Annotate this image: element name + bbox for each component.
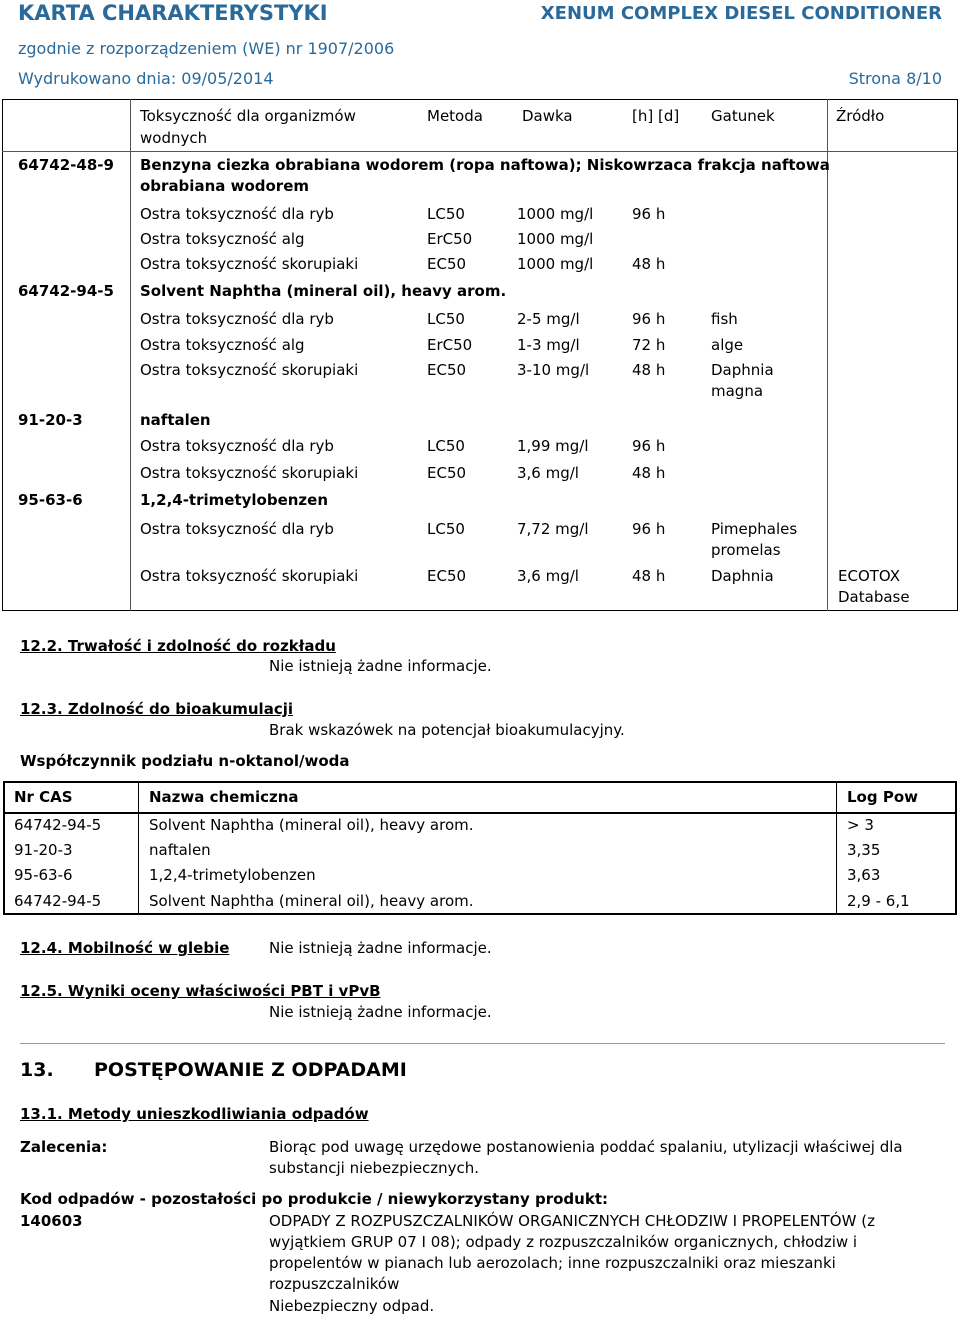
tox-row-method: ErC50 <box>427 230 473 248</box>
section-12-4-text: Nie istnieją żadne informacje. <box>269 939 492 957</box>
tox-row-source: ECOTOX <box>838 567 901 585</box>
tox-row-species: Daphnia <box>711 567 774 585</box>
tox-row-type: Ostra toksyczność dla ryb <box>140 520 334 538</box>
waste-description-line: ODPADY Z ROZPUSZCZALNIKÓW ORGANICZNYCH CHŁODZIW I PROPELENTÓW (z <box>269 1212 875 1230</box>
section-12-2-title: 12.2. Trwałość i zdolność do rozkładu <box>20 637 336 655</box>
waste-code-label: Kod odpadów - pozostałości po produkcie / niewykorzystany produkt: <box>20 1190 608 1208</box>
partition-row-name: 1,2,4-trimetylobenzen <box>149 866 316 884</box>
tox-row-type: Ostra toksyczność dla ryb <box>140 205 334 223</box>
header-dose: Dawka <box>522 107 573 125</box>
tox-row-method: EC50 <box>427 255 467 273</box>
tox-row-species: fish <box>711 310 738 328</box>
tox-row-type: Ostra toksyczność dla ryb <box>140 310 334 328</box>
substance-name: 1,2,4-trimetylobenzen <box>140 491 329 509</box>
tox-row-method: EC50 <box>427 567 467 585</box>
tox-row-dose: 3-10 mg/l <box>517 361 590 379</box>
tox-row-time: 48 h <box>632 464 666 482</box>
tox-row-dose: 2-5 mg/l <box>517 310 580 328</box>
tox-row-method: EC50 <box>427 464 467 482</box>
partition-table-col-divider-2 <box>836 781 837 915</box>
partition-row-cas: 95-63-6 <box>14 866 73 884</box>
partition-row-cas: 91-20-3 <box>14 841 73 859</box>
substance-name: Solvent Naphtha (mineral oil), heavy arom. <box>140 282 507 300</box>
header-toxicity: Toksyczność dla organizmów <box>140 107 356 125</box>
partition-header-cas: Nr CAS <box>14 788 73 806</box>
tox-row-dose: 3,6 mg/l <box>517 464 579 482</box>
regulation-text: zgodnie z rozporządzeniem (WE) nr 1907/2006 <box>18 39 395 58</box>
tox-row-time: 48 h <box>632 567 666 585</box>
tox-row-source-cont: Database <box>838 588 910 606</box>
header-method: Metoda <box>427 107 483 125</box>
tox-row-time: 48 h <box>632 361 666 379</box>
substance-name-cont: obrabiana wodorem <box>140 177 309 195</box>
partition-row-logpow: 3,63 <box>847 866 881 884</box>
tox-row-species: Pimephales <box>711 520 798 538</box>
tox-row-dose: 1000 mg/l <box>517 205 594 223</box>
tox-row-species-cont: promelas <box>711 541 781 559</box>
partition-row-name: Solvent Naphtha (mineral oil), heavy arom. <box>149 816 474 834</box>
substance-cas: 64742-48-9 <box>18 156 114 174</box>
waste-description-line: propelentów w pianach lub aerozolach; inne rozpuszczalniki oraz mieszanki <box>269 1254 836 1272</box>
tox-row-time: 96 h <box>632 205 666 223</box>
partition-row-logpow: 3,35 <box>847 841 881 859</box>
tox-row-dose: 1000 mg/l <box>517 255 594 273</box>
page-number: Strona 8/10 <box>848 69 942 88</box>
section-13-number: 13. <box>20 1059 54 1081</box>
waste-description-line: Niebezpieczny odpad. <box>269 1297 435 1315</box>
tox-row-type: Ostra toksyczność skorupiaki <box>140 361 359 379</box>
substance-cas: 64742-94-5 <box>18 282 114 300</box>
tox-row-method: LC50 <box>427 520 465 538</box>
tox-row-time: 72 h <box>632 336 666 354</box>
header-time: [h] [d] <box>632 107 680 125</box>
section-12-3-title: 12.3. Zdolność do bioakumulacji <box>20 700 293 718</box>
partition-row-logpow: > 3 <box>847 816 874 834</box>
partition-row-name: naftalen <box>149 841 211 859</box>
tox-row-dose: 1-3 mg/l <box>517 336 580 354</box>
print-date: Wydrukowano dnia: 09/05/2014 <box>18 69 274 88</box>
tox-row-method: LC50 <box>427 205 465 223</box>
tox-row-species: alge <box>711 336 744 354</box>
toxicity-table-header-divider <box>2 151 958 152</box>
partition-row-name: Solvent Naphtha (mineral oil), heavy arom. <box>149 892 474 910</box>
tox-row-dose: 1,99 mg/l <box>517 437 589 455</box>
partition-row-cas: 64742-94-5 <box>14 892 102 910</box>
section-13-title: POSTĘPOWANIE Z ODPADAMI <box>94 1059 407 1081</box>
waste-code: 140603 <box>20 1212 83 1230</box>
tox-row-time: 96 h <box>632 310 666 328</box>
partition-header-name: Nazwa chemiczna <box>149 788 299 806</box>
partition-row-logpow: 2,9 - 6,1 <box>847 892 910 910</box>
tox-row-type: Ostra toksyczność alg <box>140 230 305 248</box>
substance-cas: 95-63-6 <box>18 491 83 509</box>
substance-name: naftalen <box>140 411 211 429</box>
document-title: KARTA CHARAKTERYSTYKI <box>18 1 328 25</box>
section-12-5-title: 12.5. Wyniki oceny właściwości PBT i vPvB <box>20 982 381 1000</box>
header-species: Gatunek <box>711 107 775 125</box>
section-divider <box>20 1043 945 1044</box>
partition-header-logpow: Log Pow <box>847 788 918 806</box>
partition-title: Współczynnik podziału n-oktanol/woda <box>20 752 350 770</box>
tox-row-type: Ostra toksyczność skorupiaki <box>140 567 359 585</box>
header-toxicity-2: wodnych <box>140 129 208 147</box>
recommendations-text-cont: substancji niebezpiecznych. <box>269 1159 480 1177</box>
section-12-3-text: Brak wskazówek na potencjał bioakumulacyjny. <box>269 721 625 739</box>
tox-row-species: Daphnia <box>711 361 774 379</box>
toxicity-table-col-divider-right <box>827 99 828 611</box>
tox-row-type: Ostra toksyczność skorupiaki <box>140 255 359 273</box>
substance-cas: 91-20-3 <box>18 411 83 429</box>
partition-table-frame <box>3 781 957 915</box>
tox-row-time: 48 h <box>632 255 666 273</box>
tox-row-type: Ostra toksyczność skorupiaki <box>140 464 359 482</box>
tox-row-method: LC50 <box>427 310 465 328</box>
partition-table-header-divider <box>3 812 957 814</box>
recommendations-text: Biorąc pod uwagę urzędowe postanowienia poddać spalaniu, utylizacji właściwej dla <box>269 1138 903 1156</box>
section-12-4-title: 12.4. Mobilność w glebie <box>20 939 230 957</box>
recommendations-label: Zalecenia: <box>20 1138 108 1156</box>
tox-row-method: EC50 <box>427 361 467 379</box>
header-source: Źródło <box>836 107 885 125</box>
tox-row-dose: 3,6 mg/l <box>517 567 579 585</box>
tox-row-species-cont: magna <box>711 382 764 400</box>
section-12-5-text: Nie istnieją żadne informacje. <box>269 1003 492 1021</box>
tox-row-method: ErC50 <box>427 336 473 354</box>
product-name: XENUM COMPLEX DIESEL CONDITIONER <box>540 3 942 24</box>
partition-row-cas: 64742-94-5 <box>14 816 102 834</box>
section-12-2-text: Nie istnieją żadne informacje. <box>269 657 492 675</box>
tox-row-dose: 1000 mg/l <box>517 230 594 248</box>
substance-name: Benzyna ciezka obrabiana wodorem (ropa naftowa); Niskowrzaca frakcja naftowa <box>140 156 830 174</box>
tox-row-time: 96 h <box>632 437 666 455</box>
toxicity-table-col-divider <box>130 99 131 611</box>
tox-row-dose: 7,72 mg/l <box>517 520 589 538</box>
tox-row-type: Ostra toksyczność dla ryb <box>140 437 334 455</box>
partition-table-col-divider <box>138 781 139 915</box>
section-13-1-title: 13.1. Metody unieszkodliwiania odpadów <box>20 1105 369 1123</box>
tox-row-type: Ostra toksyczność alg <box>140 336 305 354</box>
waste-description-line: rozpuszczalników <box>269 1275 400 1293</box>
tox-row-method: LC50 <box>427 437 465 455</box>
waste-description-line: wyjątkiem GRUP 07 I 08); odpady z rozpuszczalników organicznych, chłodziw i <box>269 1233 858 1251</box>
tox-row-time: 96 h <box>632 520 666 538</box>
